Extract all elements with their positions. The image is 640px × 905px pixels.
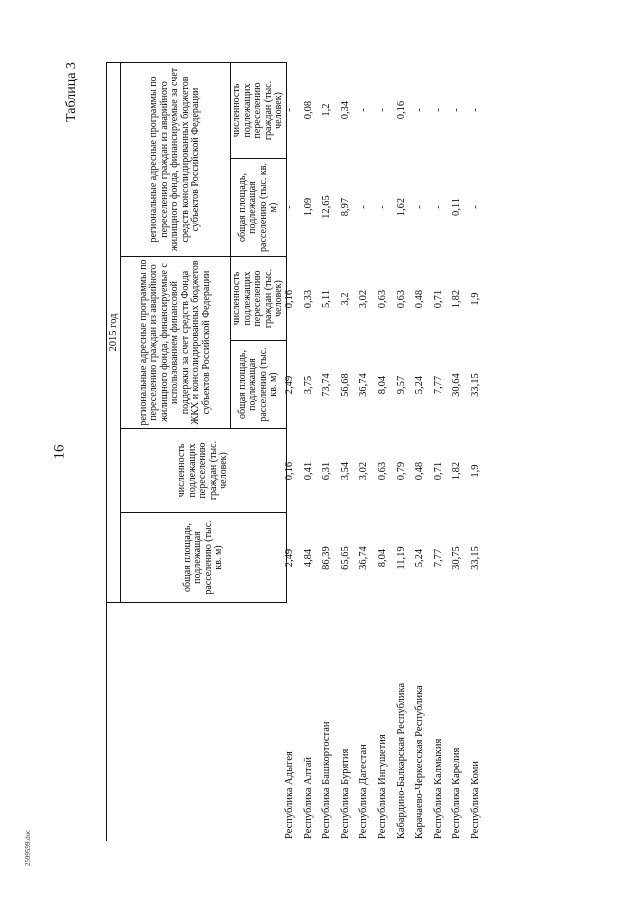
row-value-cell: - [470,108,481,112]
row-region-label: Кабардино-Балкарская Республика [395,682,407,839]
col-budget-people-header: численность подлежащих переселению граждан (тыс. человек) [231,62,287,158]
table-landscape [106,63,481,841]
col-fund-people-header: численность подлежащих переселению граждан (тыс. человек) [231,257,287,341]
row-value-cell: 0,16 [284,289,295,309]
group-fund-header: региональные адресные программы по переселению граждан из аварийного жилищного фонда, финансируемые с использованием финансовой поддержки за счет средств Фонда ЖКХ и консолидированных бюджетов субъектов Российской Федерации [121,257,231,429]
row-value-cell: 1,9 [470,464,481,478]
row-value-cell: 0,71 [432,461,444,481]
row-value-cell: - [284,205,295,209]
row-value-cell: 0,63 [377,289,388,309]
row-value-cell: 2,49 [284,375,295,395]
row-value-cell: 0,48 [414,289,426,309]
row-region-label: Республика Ингушетия [377,734,388,839]
row-value-cell: 36,74 [358,373,370,397]
row-region-label: Республика Калмыкия [432,738,444,839]
row-value-cell: 3,02 [358,461,370,481]
row-value-cell: 0,71 [432,289,444,309]
row-value-cell: 4,84 [302,548,314,568]
row-value-cell: 0,41 [302,461,314,481]
col-budget-area-header: общая площадь, подлежащая расселению (тыс. кв. м) [231,159,287,257]
row-value-cell: 9,57 [395,375,407,395]
row-region-label: Республика Коми [470,761,481,839]
row-value-cell: 33,15 [470,373,481,397]
row-value-cell: 5,24 [414,375,426,395]
row-value-cell: 0,08 [302,100,314,120]
table-caption: Таблица 3 [64,62,79,122]
row-region-label: Республика Адыгея [284,751,295,839]
row-value-cell: 0,63 [377,461,388,481]
row-value-cell: 1,62 [395,197,407,217]
row-value-cell: - [432,205,444,209]
row-value-cell: - [358,205,370,209]
row-value-cell: 30,75 [451,546,463,570]
row-value-cell: 30,64 [451,373,463,397]
row-region-label: Республика Дагестан [358,744,370,839]
row-value-cell: 7,77 [432,548,444,568]
row-value-cell: - [377,205,388,209]
row-value-cell: - [451,108,463,112]
row-value-cell: - [284,108,295,112]
col-total-area-header: общая площадь, подлежащая расселению (тыс. кв. м) [121,513,287,603]
group-budget-header: региональные адресные программы по переселению граждан из аварийного жилищного фонда, финансируемые за счет средств консолидированных бюджетов субъектов Российской Федерации [121,62,231,256]
row-value-cell: 0,16 [284,461,295,481]
row-value-cell: - [377,108,388,112]
row-value-cell: 0,34 [339,100,351,120]
year-header: 2015 год [107,62,121,602]
row-value-cell: 2,49 [284,548,295,568]
row-value-cell: 0,63 [395,289,407,309]
row-value-cell: - [414,205,426,209]
row-value-cell: - [358,108,370,112]
row-value-cell: 73,74 [321,373,333,397]
row-region-label: Республика Башкортостан [321,721,333,839]
row-value-cell: 6,31 [321,461,333,481]
col-total-people-header: численность подлежащих переселению граждан (тыс. человек) [121,429,287,513]
row-value-cell: - [414,108,426,112]
row-value-cell: 1,82 [451,289,463,309]
row-value-cell: 65,65 [339,546,351,570]
page-number: 16 [51,444,68,460]
row-value-cell: 5,11 [321,290,333,308]
row-value-cell: 0,16 [395,100,407,120]
row-value-cell: 0,79 [395,461,407,481]
footer-filename: 2599599.doc [24,829,32,867]
col-fund-area-header: общая площадь, подлежащая расселению (тыс. кв. м) [231,341,287,429]
row-value-cell: 11,19 [395,546,407,570]
row-value-cell: 56,68 [339,373,351,397]
row-value-cell: - [432,108,444,112]
row-value-cell: 3,2 [339,292,351,306]
row-value-cell: 12,65 [321,195,333,219]
row-region-label: Карачаево-Черкесская Республика [414,685,426,839]
row-region-label: Республика Карелия [451,747,463,839]
row-value-cell: 0,33 [302,289,314,309]
row-value-cell: 36,74 [358,546,370,570]
row-value-cell: 3,02 [358,289,370,309]
row-value-cell: 3,75 [302,375,314,395]
row-value-cell: 8,97 [339,197,351,217]
row-region-label: Республика Бурятия [339,748,351,839]
row-value-cell: 0,48 [414,461,426,481]
row-value-cell: 8,04 [377,548,388,568]
row-value-cell: 33,15 [470,546,481,570]
row-value-cell: 3,54 [339,461,351,481]
row-value-cell: 5,24 [414,548,426,568]
row-value-cell: 1,09 [302,197,314,217]
row-value-cell: 8,04 [377,375,388,395]
row-value-cell: 1,2 [321,103,333,117]
row-value-cell: 0,11 [451,198,463,216]
row-value-cell: 86,39 [321,546,333,570]
row-value-cell: 1,9 [470,292,481,306]
data-table [106,62,335,603]
row-value-cell: 1,82 [451,461,463,481]
row-value-cell: - [470,205,481,209]
row-value-cell: 7,77 [432,375,444,395]
row-region-label: Республика Алтай [302,756,314,839]
